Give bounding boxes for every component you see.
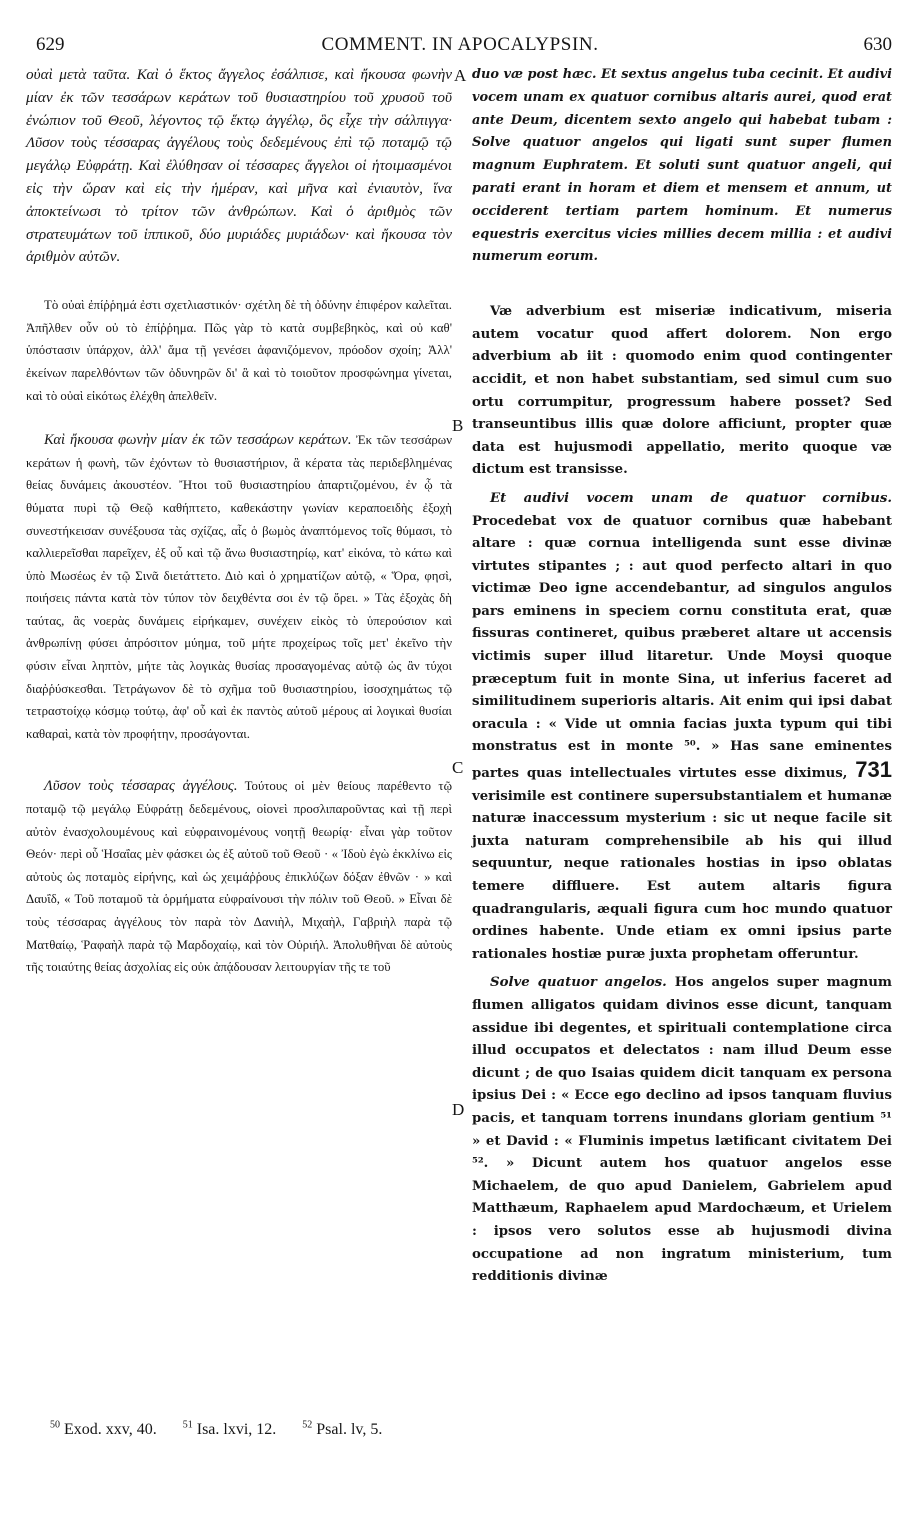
footnote-50-text: Exod. xxv, 40.	[64, 1421, 157, 1439]
footnote-50-num: 50	[50, 1420, 60, 1431]
greek-paragraph-2-text: Ἐκ τῶν τεσσάρων κεράτων ἡ φωνὴ, τῶν ἐχόντων τὸ θυσιαστήριον, ἃ κέρατα τὰς περιδεβλημένας θείας δυνάμεις ἀκουστέον. Ἤτοι τοῦ θυσιαστηρίου ἀπαρτιζομένου, ἐν ᾧ τὰ θύματα πυρὶ τῷ Θεῷ καθήπτετο, καθεκάστην γωνίαν κεραποειδὴς ἐξοχὴ συνεστήκεισαν συνέξουσα τὰς σχίζας, αἷς ὁ βωμὸς ἀναπτόμενος τοῖς θύμασι, τὸ καλλιερεῖσθαι παρεῖχεν, ἐξ οὗ καὶ τῷ ἄνω θυσιαστηρίῳ, κατ' εἰκόνα, τὸ κάτω καὶ ὑπὸ Μωσέως ἐν τῷ Σινᾶ διετάττετο. Διὸ καὶ ὁ χρηματίζων αὐτῷ, « Ὅρα, φησὶ, ποιήσεις πάντα κατὰ τὸν τύπον τὸν δειχθέντα σοι ἐν τῷ ὄρει. » Τὰς ἐξοχὰς δὴ ταύτας, ἃς νοερὰς δυνάμεις εἰρήκαμεν, συνέχειν εἰκὸς τὸ ὑπερούσιον καὶ ἀνθρωπίνῃ φύσει ἀπρόσιτον μύημα, τοῦ μήτε προχείρως τοῖς μετ' ἐκεῖνο τὴν φύσιν εἶναι ληπτὸν, μήτε τὰς λογικὰς θυσίας προσαγομένας αὐτῷ ὡς ἂν τύχοι διαῤῥύσκεσθαι. Τετράγωνον δὲ τὸ σχῆμα τοῦ θυσιαστηρίου, ἰσοσχημάτως τῷ τετραστοίχῳ κόσμῳ τούτῳ, ἀφ' οὗ καὶ ἐκ παντὸς αὐτοῦ μέρους αἱ λογικαὶ θυσίαι καθαραὶ, κατὰ τὸν προφήτην, προσάγονται.	[26, 433, 452, 741]
footnote-52-text: Psal. lv, 5.	[316, 1421, 383, 1439]
footnote-52	[302, 1421, 382, 1438]
page-number-right: 630	[863, 34, 892, 55]
latin-lemma-3: Solve quatuor angelos.	[490, 975, 667, 991]
greek-paragraph-3-text: Τούτους οἱ μὲν θείους παρέθεντο τῷ ποταμῷ τῷ μεγάλῳ Εὐφράτῃ δεδεμένους, οἱονεὶ προσλιπαροῦντας καὶ τῇ περὶ αὐτὸν ἐνασχολουμένους καὶ εὐφραινομένους νοητῇ θεωρίᾳ· εἶναι γὰρ τοῦτον Θεόν· περὶ οὗ Ἡσαΐας μὲν φάσκει ὡς ἐξ αὐτοῦ τοῦ Θεοῦ · « Ἰδοὺ ἐγὼ ἐκκλίνω εἰς αὐτοὺς ὡς ποταμὸς εἰρήνης, καὶ ὡς χειμάῤῥους ἐπικλύζων δόξαν ἐθνῶν · » καὶ Δαυΐδ, « Τοῦ ποταμοῦ τὰ ὁρμήματα εὐφραίνουσι τὴν πόλιν τοῦ Θεοῦ. » Εἶναι δὲ τοὺς τέσσαρας ἀγγέλους τὸν παρὰ τὸν Δανιὴλ, Μιχαὴλ, Γαβριὴλ παρὰ τῷ Ματθαίῳ, Ῥαφαὴλ παρὰ τῷ Μαρδοχαίῳ, καὶ τὸν Οὐριήλ. Ἀπολυθῆναι δὲ αὐτοὺς τῆς τοιαύτης θείας ἀσχολίας εἰς οὐκ ἀπᾴδουσαν λειτουργίαν τῆς τε τοῦ	[26, 779, 453, 975]
latin-paragraph-2b-text: verisimile est continere supersubstantialem et humanæ naturæ inaccessum mysterium : sic ut neque facile sit juxta naturam comprehensibile ab his qui illud sequuntur, neque rationales hostias in ipso oblatas temere diffluere. Est autem altaris figura quadrangularis, æquali figura cum hoc mundo quatuor ordines habente. Unde etiam ex omni ipsius parte rationales hostiæ puræ juxta prophetam offeruntur.	[472, 788, 892, 962]
latin-paragraph-2a-text: Procedebat vox de quatuor cornibus quæ habebant altare : quæ cornua intelligenda sunt esse divinæ virtutes stipantes ; : aut quod perfecto altari in quo victimæ Deo igne accendebantur, ad singulos angulos pars eminens in speciem cornu constituta erat, quæ fissuras contineret, quibus præberet altare ut accensis victimis super illud litaretur. Unde Moysi quoque præceptum fuit in monte Sina, ut inferius faceret ad similitudinem superioris altaris. Ait enim qui ipsi dabat oracula : « Vide ut omnia facias juxta typum qui tibi monstratus est in monte ⁵⁰. » Has sane eminentes partes quas intellectuales virtutes esse diximus,	[472, 513, 892, 782]
latin-scripture-intro: duo væ post hæc. Et sextus angelus tuba cecinit. Et audivi vocem unam ex quatuor cornibus altaris aurei, quod erat ante Deum, dicentem sexto angelo qui habebat tubam : Solve quatuor angelos qui ligati sunt super flumen magnum Euphratem. Et soluti sunt quatuor angeli, qui parati erant in horam et diem et mensem et annum, ut occiderent tertiam partem hominum. Et numerus equestris exercitus vicies millies decem millia : et audivi numerum eorum.	[472, 67, 892, 265]
footnote-51	[183, 1421, 277, 1438]
latin-paragraph-3-text: Hos angelos super magnum flumen alligatos quidam divinos esse dicunt, tanquam assidue ibi degentes, et spirituali contemplatione circa illud occupatos et delectatos : nam illud Deum esse dicunt ; de quo Isaias quidem dicit tanquam ex persona ipsius Dei : « Ecce ego declino ad ipsos tanquam fluvius pacis, et tanquam torrens inundans gloriam gentium ⁵¹ » et David : « Fluminis impetus lætificant civitatem Dei ⁵². » Dicunt autem hos quatuor angelos esse Michaelem, de quo apud Danielem, Gabrielem apud Matthæum, Raphaelem apud Mardochæum, et Urielem : ipsos vero solutos esse ab hujusmodi divina occupatione ad non ingratum ministerium, tum redditionis divinæ	[472, 975, 893, 1285]
running-title: COMMENT. IN APOCALYPSIN.	[321, 34, 599, 55]
greek-column	[26, 64, 452, 979]
latin-paragraph-1: Væ adverbium est miseriæ indicativum, miseria autem vocatur quod affert dolorem. Non ergo adverbium ab iit : quomodo enim quod contingenter accidit, et non habet substantiam, sed simul cum suo ortu corrumpitur, progressum habere posset? Sed transeuntibus illis quæ dolore afficiunt, propter quæ data est hujusmodi appellatio, merito quoque væ dictum est transisse.	[472, 304, 892, 478]
latin-paragraph-2	[472, 488, 892, 966]
greek-paragraph-3	[26, 775, 452, 978]
margin-letter-a: A	[454, 66, 467, 85]
latin-column	[472, 64, 892, 1289]
greek-scripture-intro: οὐαὶ μετὰ ταῦτα. Καὶ ὁ ἕκτος ἄγγελος ἐσάλπισε, καὶ ἤκουσα φωνὴν μίαν ἐκ τῶν τεσσάρων κεράτων τοῦ θυσιαστηρίου τοῦ χρυσοῦ τοῦ ἐνώπιον τοῦ Θεοῦ, λέγοντος τῷ ἕκτῳ ἀγγέλῳ, ὃς εἶχε τὴν σάλπιγγα· Λῦσον τοὺς τέσσαρας ἀγγέλους τοὺς δεδεμένους ἐπὶ τῷ ποταμῷ τῷ μεγάλῳ Εὐφράτῃ. Καὶ ἐλύθησαν οἱ τέσσαρες ἄγγελοι οἱ ἡτοιμασμένοι εἰς τὴν ὥραν καὶ εἰς τὴν ἡμέραν, καὶ μῆνα καὶ ἐνιαυτὸν, ἵνα ἀποκτείνωσι τὸ τρίτον τῶν ἀνθρώπων. Καὶ ὁ ἀριθμὸς τῶν στρατευμάτων τοῦ ἱππικοῦ, δύο μυριάδες μυριάδων· καὶ ἤκουσα τὸν ἀριθμὸν αὐτῶν.	[26, 66, 452, 266]
margin-letter-b: B	[452, 416, 464, 435]
greek-lemma-2: Καὶ ἤκουσα φωνὴν μίαν ἐκ τῶν τεσσάρων κεράτων.	[44, 432, 352, 449]
latin-paragraph-3	[472, 972, 892, 1288]
latin-lemma-2: Et audivi vocem unam de quatuor cornibus.	[490, 490, 892, 506]
footnote-51-text: Isa. lxvi, 12.	[196, 1421, 277, 1439]
margin-letter-d: D	[452, 1100, 465, 1119]
running-header	[28, 34, 892, 64]
footnote-50	[50, 1421, 157, 1438]
page-number-left: 629	[36, 34, 65, 55]
footnote-51-num: 51	[182, 1420, 193, 1431]
greek-lemma-3: Λῦσον τοὺς τέσσαρας ἀγγέλους.	[44, 778, 238, 795]
column-number: 731	[855, 757, 892, 783]
margin-letter-c: C	[452, 758, 464, 777]
greek-paragraph-2	[26, 429, 452, 745]
footnote-52-num: 52	[302, 1420, 313, 1431]
footnotes	[50, 1420, 890, 1439]
greek-paragraph-1: Τὸ οὐαὶ ἐπίῤῥημά ἐστι σχετλιαστικόν· σχέτλη δὲ τὴ ὀδύνην ἐπιφέρον καλεῖται. Ἀπῆλθεν οὖν οὐ τὸ ἐπίῤῥημα. Πῶς γὰρ τὸ κατὰ συμβεβηκὸς, καὶ οὐ καθ' ὑπόστασιν ὑπάρχον, ἀλλ' ἅμα τῇ γενέσει ἀφανιζόμενον, πρόοδον σχοίη; Ἀλλ' ἐκείνων παρελθόντων τῶν ὀδυνηρῶν δι' ἃ καὶ τὸ τοιοῦτον προσφώνημα γίνεται, καὶ τὸ οὐαὶ εἰκότως ἐλέχθη ἀπελθεῖν.	[26, 298, 452, 403]
